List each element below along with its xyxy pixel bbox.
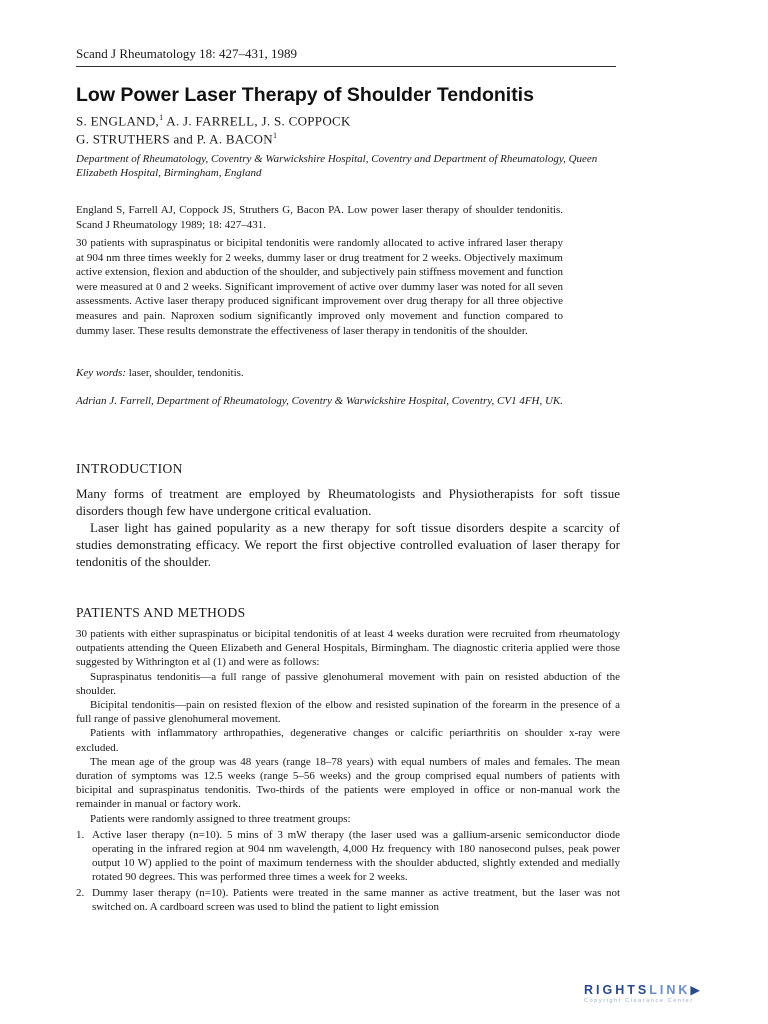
methods-body [76,627,620,915]
journal-citation: Scand J Rheumatology 18: 427–431, 1989 [76,46,297,61]
reference-citation: England S, Farrell AJ, Coppock JS, Struthers G, Bacon PA. Low power laser therapy of shoulder tendonitis. Scand J Rheumatology 1989; 18: 427–431. [76,204,563,231]
methods-paragraph: Patients with inflammatory arthropathies, degenerative changes or calcific periarthritis on shoulder x-ray were excluded. [76,727,620,754]
arrow-icon: ▶ [690,983,704,997]
header-rule [76,66,616,67]
intro-paragraph: Many forms of treatment are employed by Rheumatologists and Physiotherapists for soft tissue disorders though few have undergone critical evaluation. [76,486,620,518]
keywords-label: Key words: [76,367,127,379]
treatment-groups-list [76,828,620,914]
section-heading-introduction: INTRODUCTION [76,461,183,476]
article-title: Low Power Laser Therapy of Shoulder Tendonitis [76,84,534,106]
list-item: 2. Dummy laser therapy (n=10). Patients were treated in the same manner as active treatment, but the laser was not switched on. A cardboard screen was used to blind the patient to light emission [76,886,620,913]
methods-paragraph: Patients were randomly assigned to three treatment groups: [90,812,351,825]
rightslink-logo[interactable]: RIGHTSLINK▶ Copyright Clearance Center [584,983,704,1004]
authors-line-2: G. STRUTHERS and P. A. BACON$^1$ [76,131,278,147]
methods-paragraph: 30 patients with either supraspinatus or bicipital tendonitis of at least 4 weeks duration were recruited from rheumatology outpatients attending the Queen Elizabeth and General Hospitals, Birmingham. The diagnostic criteria applied were those suggested by Withrington et al (1) and were as follows: [76,628,620,669]
keywords-text: laser, shoulder, tendonitis. [126,367,244,379]
section-heading-methods: PATIENTS AND METHODS [76,605,246,620]
correspondence-address: Adrian J. Farrell, Department of Rheumatology, Coventry & Warwickshire Hospital, Coventry, CV1 4FH, UK. [76,395,564,407]
methods-paragraph: Bicipital tendonitis—pain on resisted flexion of the elbow and resisted supination of the forearm in the presence of a full range of passive glenohumeral movement. [76,699,620,726]
methods-paragraph: Supraspinatus tendonitis—a full range of passive glenohumeral movement with pain on resisted abduction of the shoulder. [76,670,620,697]
affiliation: Department of Rheumatology, Coventry & Warwickshire Hospital, Coventry and Department of Rheumatology, Queen Elizabeth Hospital, Birmingham, England [76,153,598,179]
intro-paragraph: Laser light has gained popularity as a new therapy for soft tissue disorders despite a scarcity of studies demonstrating efficacy. We report the first objective controlled evaluation of laser therapy for tendonitis of the shoulder. [76,520,620,569]
methods-paragraph: The mean age of the group was 48 years (range 18–78 years) with equal numbers of males and females. The mean duration of symptoms was 12.5 weeks (range 5–56 weeks) and the group comprised equal numbers of patients with bicipital and supraspinatus tendonitis. Two-thirds of the patients were employed in office or non-manual work the remainder in manual or factory work. [76,755,620,811]
abstract: 30 patients with supraspinatus or bicipital tendonitis were randomly allocated to active infrared laser therapy at 904 nm three times weekly for 2 weeks, dummy laser or drug treatment for 2 weeks. Objectively maximum active extension, flexion and abduction of the shoulder, and subjectively pain stiffness movement and function were measured at 0 and 2 weeks. Significant improvement of active over dummy laser was noted for all seven assessments. Active laser therapy produced significant improvement over drug therapy for all three objective measures and pain. Naproxen sodium significantly improved only movement and function compared to dummy laser. These results demonstrate the effectiveness of laser therapy in tendonitis of the shoulder. [76,237,563,337]
introduction-body [76,485,620,570]
authors-line-1: S. ENGLAND,$^1$ A. J. FARRELL, J. S. COPPOCK [76,113,351,129]
list-item: 1. Active laser therapy (n=10). 5 mins of 3 mW therapy (the laser used was a gallium-arsenic semiconductor diode operating in the infrared region at 904 nm wavelength, 4,000 Hz frequency with 180 nanosecond pulses, peak power output 10 W) applied to the point of maximum tenderness with the shoulder abducted, slightly extended and medially rotated 90 degrees. This was performed three times a week for 2 weeks. [76,828,620,884]
keywords [76,367,244,379]
